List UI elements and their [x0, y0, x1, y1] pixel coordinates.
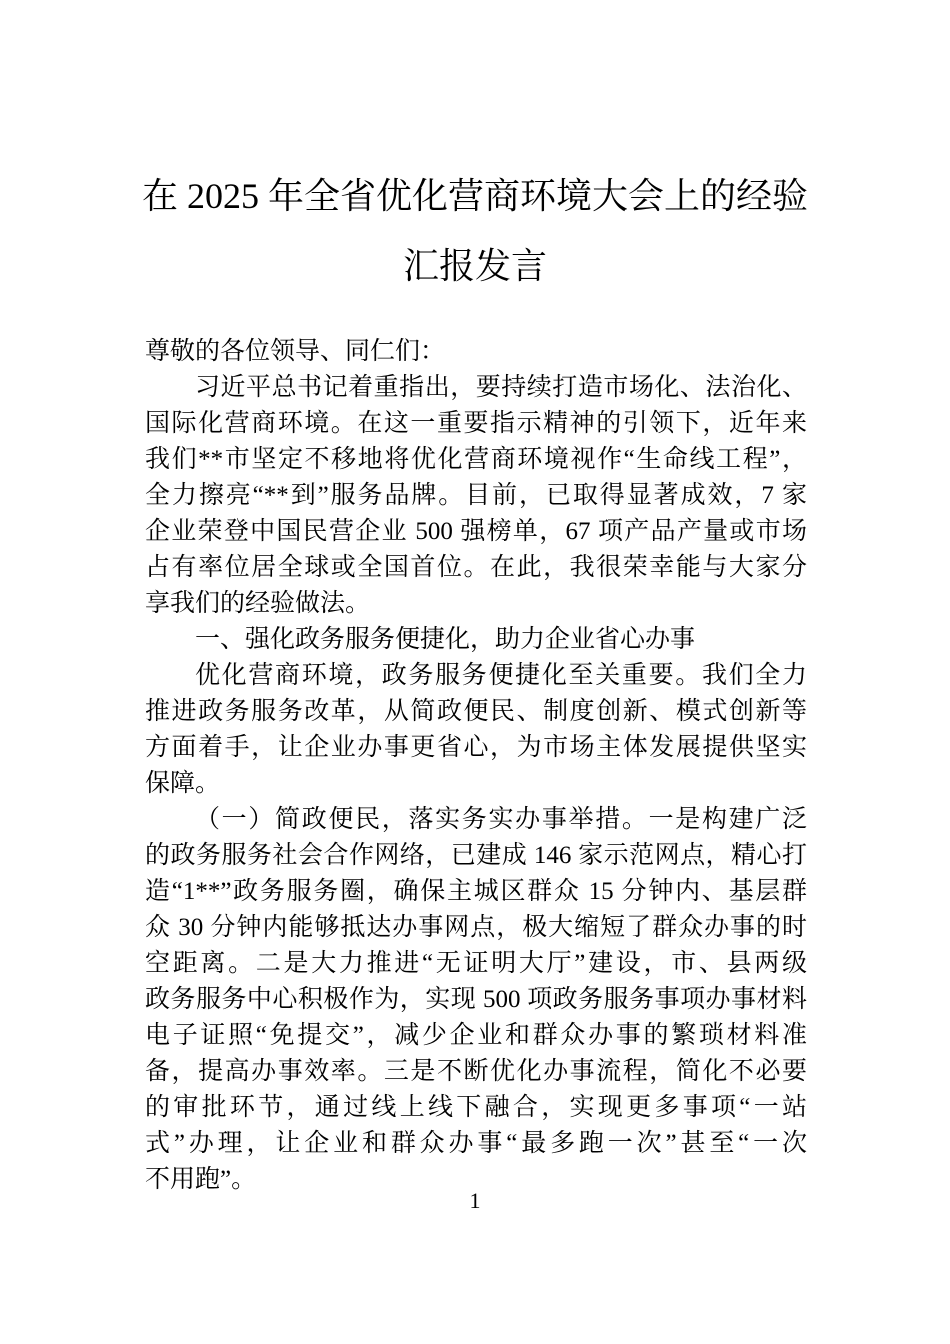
- text-line: 国际化营商环境。在这一重要指示精神的引领下，近年来: [145, 410, 807, 437]
- paragraph: [145, 334, 807, 370]
- text-line: 优化营商环境，政务服务便捷化至关重要。我们全力: [195, 662, 807, 689]
- text-line: 众 30 分钟内能够抵达办事网点，极大缩短了群众办事的时: [145, 914, 807, 941]
- text-line: 习近平总书记着重指出，要持续打造市场化、法治化、: [195, 374, 807, 401]
- document-title-line-1: 在 2025 年全省优化营商环境大会上的经验: [141, 176, 808, 216]
- document-title-line-2: 汇报发言: [402, 246, 547, 286]
- text-line: 备，提高办事效率。三是不断优化办事流程，简化不必要: [145, 1058, 807, 1085]
- document-body: [145, 334, 807, 1198]
- page-number: 1: [469, 1188, 481, 1213]
- paragraph: [145, 622, 807, 658]
- text-line: 政务服务中心积极作为，实现 500 项政务服务事项办事材料: [145, 986, 807, 1013]
- text-line: 全力擦亮“**到”服务品牌。目前，已取得显著成效，7 家: [145, 482, 807, 509]
- paragraph: [145, 370, 807, 622]
- text-line: 的审批环节，通过线上线下融合，实现更多事项“一站: [145, 1094, 807, 1121]
- text-line: 推进政务服务改革，从简政便民、制度创新、模式创新等: [145, 698, 807, 725]
- text-line: 享我们的经验做法。: [145, 590, 371, 617]
- text-line: 方面着手，让企业办事更省心，为市场主体发展提供坚实: [145, 734, 807, 761]
- text-line: 不用跑”。: [145, 1166, 257, 1193]
- text-line: （一）简政便民，落实务实办事举措。一是构建广泛: [195, 806, 807, 833]
- text-line: 式”办理，让企业和群众办事“最多跑一次”甚至“一次: [145, 1130, 807, 1157]
- text-line: 电子证照“免提交”，减少企业和群众办事的繁琐材料准: [145, 1022, 807, 1049]
- paragraph: [145, 802, 807, 1198]
- text-line: 尊敬的各位领导、同仁们：: [145, 338, 446, 365]
- text-line: 我们**市坚定不移地将优化营商环境视作“生命线工程”，: [145, 446, 807, 473]
- text-line: 的政务服务社会合作网络，已建成 146 家示范网点，精心打: [145, 842, 807, 869]
- text-line: 占有率位居全球或全国首位。在此，我很荣幸能与大家分: [145, 554, 807, 581]
- text-line: 保障。: [145, 770, 221, 797]
- text-line: 一、强化政务服务便捷化，助力企业省心办事: [195, 626, 696, 653]
- text-line: 空距离。二是大力推进“无证明大厅”建设，市、县两级: [145, 950, 807, 977]
- paragraph: [145, 658, 807, 802]
- text-line: 企业荣登中国民营企业 500 强榜单，67 项产品产量或市场: [145, 518, 807, 545]
- text-line: 造“1**”政务服务圈，确保主城区群众 15 分钟内、基层群: [145, 878, 807, 905]
